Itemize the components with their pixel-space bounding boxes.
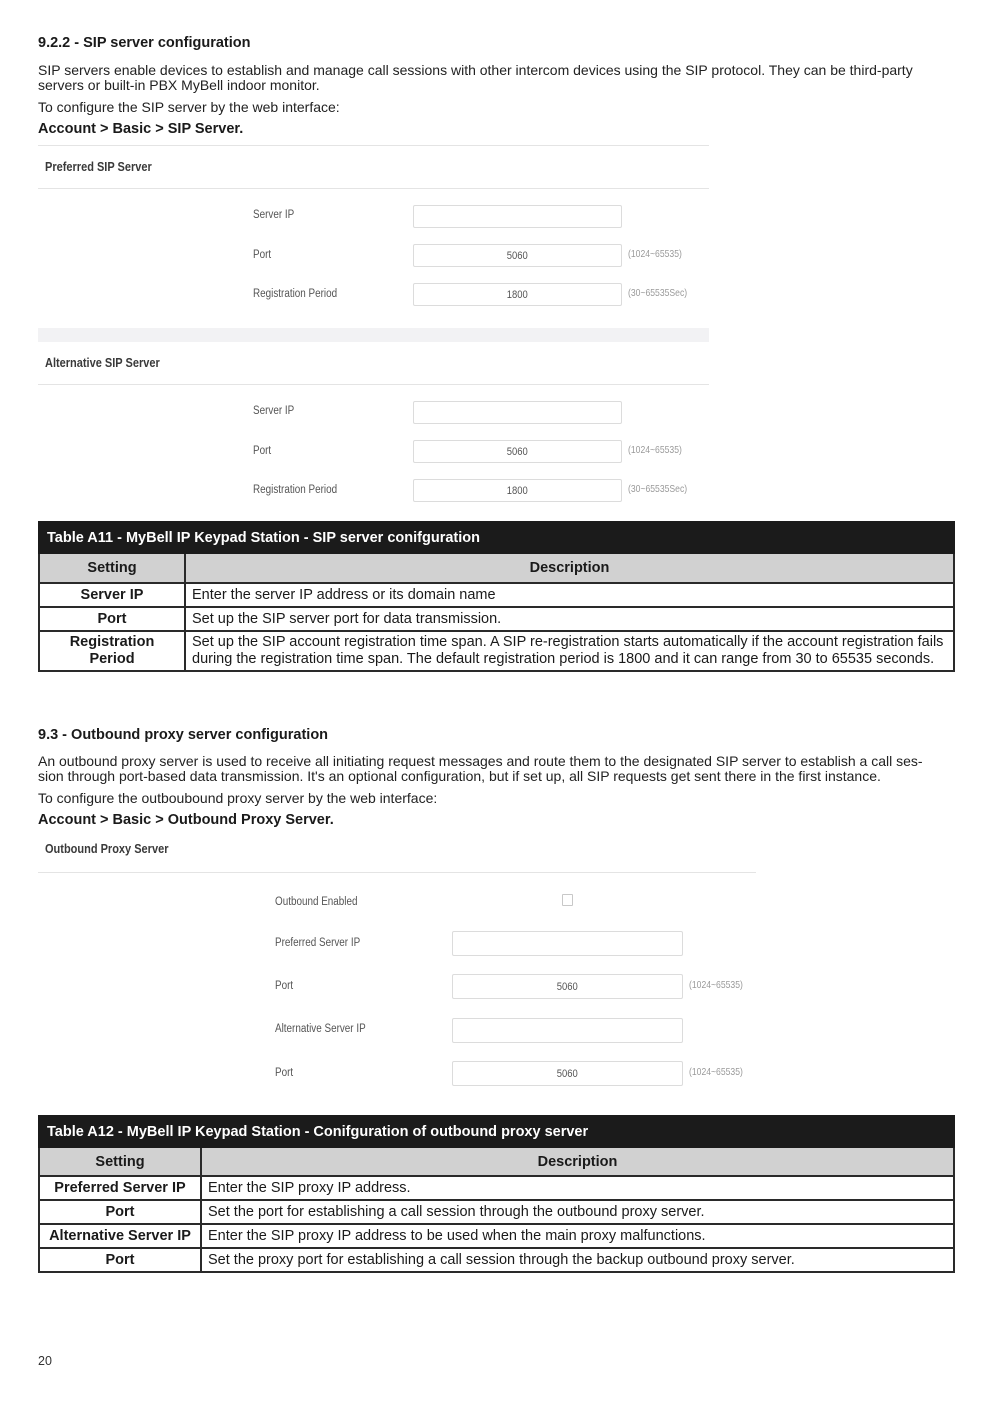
sip-menu-path: Account > Basic > SIP Server. xyxy=(38,121,244,137)
preferred-proxy-ip-label: Preferred Server IP xyxy=(275,937,361,949)
setting-cell-line-1: Registration xyxy=(69,634,155,650)
setting-cell: Port xyxy=(39,607,185,631)
section-heading-outbound-proxy: 9.3 - Outbound proxy server configuration xyxy=(38,727,329,743)
proxy-port-1-label: Port xyxy=(275,980,294,992)
alternative-title-divider xyxy=(38,384,709,385)
table-a11-header-setting: Setting xyxy=(39,553,185,583)
alternative-registration-period-input[interactable]: 1800 xyxy=(413,479,622,502)
proxy-intro-paragraph xyxy=(38,754,968,784)
proxy-port-2-input[interactable]: 5060 xyxy=(452,1061,683,1086)
setting-cell: Preferred Server IP xyxy=(39,1176,201,1200)
proxy-port-2-range-hint: (1024~65535) xyxy=(689,1066,743,1078)
preferred-server-ip-input[interactable] xyxy=(413,205,622,228)
sip-intro-line-2: servers or built-in PBX MyBell indoor monitor. xyxy=(38,77,320,93)
table-a11-caption: Table A11 - MyBell IP Keypad Station - SIP server conifguration xyxy=(39,522,954,553)
alternative-server-ip-label: Server IP xyxy=(253,405,295,417)
description-cell: Set up the SIP server port for data transmission. xyxy=(185,607,954,631)
setting-cell: Server IP xyxy=(39,583,185,607)
preferred-port-label: Port xyxy=(253,249,272,261)
sip-configure-instruction: To configure the SIP server by the web interface: xyxy=(38,99,340,115)
setting-cell: Port xyxy=(39,1248,201,1272)
sip-intro-paragraph xyxy=(38,63,968,93)
alternative-server-ip-input[interactable] xyxy=(413,401,622,424)
sip-intro-line-1: SIP servers enable devices to establish and manage call sessions with other intercom devices using the SIP protocol. They can be third-party xyxy=(38,62,913,78)
proxy-intro-line-2: sion through port-based data transmission. It's an optional configuration, but if set up, all SIP requests get sent there in the first instance. xyxy=(38,768,881,784)
description-cell: Enter the SIP proxy IP address. xyxy=(201,1176,954,1200)
table-a12-header-description: Description xyxy=(201,1147,954,1176)
proxy-port-1-range-hint: (1024~65535) xyxy=(689,979,743,991)
table-row xyxy=(39,1248,954,1272)
preferred-registration-period-input[interactable]: 1800 xyxy=(413,283,622,306)
table-a11-sip-server xyxy=(38,521,955,672)
description-cell xyxy=(185,631,954,671)
description-cell-line-1: Set up the SIP account registration time span. A SIP re-registration starts automatically if the account registration fails xyxy=(192,634,944,650)
section-heading-sip-server: 9.2.2 - SIP server configuration xyxy=(38,35,251,51)
outbound-enabled-checkbox[interactable] xyxy=(562,894,573,906)
table-row xyxy=(39,1200,954,1224)
proxy-configure-instruction: To configure the outboubound proxy server by the web interface: xyxy=(38,790,438,806)
alternative-proxy-ip-input[interactable] xyxy=(452,1018,683,1043)
preferred-port-input[interactable]: 5060 xyxy=(413,244,622,267)
alternative-port-input[interactable]: 5060 xyxy=(413,440,622,463)
alternative-port-label: Port xyxy=(253,445,272,457)
page-number: 20 xyxy=(38,1354,52,1368)
panel-top-divider xyxy=(38,145,709,146)
setting-cell: Port xyxy=(39,1200,201,1224)
preferred-title-divider xyxy=(38,188,709,189)
preferred-registration-period-label: Registration Period xyxy=(253,288,338,300)
table-a12-header-setting: Setting xyxy=(39,1147,201,1176)
preferred-registration-range-hint: (30~65535Sec) xyxy=(628,287,688,299)
alternative-sip-server-title: Alternative SIP Server xyxy=(45,356,160,370)
description-cell: Enter the SIP proxy IP address to be used when the main proxy malfunctions. xyxy=(201,1224,954,1248)
table-a12-outbound-proxy xyxy=(38,1115,955,1273)
alternative-registration-period-label: Registration Period xyxy=(253,484,338,496)
table-row xyxy=(39,583,954,607)
preferred-sip-server-title: Preferred SIP Server xyxy=(45,160,152,174)
alternative-proxy-ip-label: Alternative Server IP xyxy=(275,1023,366,1035)
proxy-menu-path: Account > Basic > Outbound Proxy Server. xyxy=(38,812,334,828)
proxy-intro-line-1: An outbound proxy server is used to receive all initiating request messages and route them to the designated SIP server to establish a call ses- xyxy=(38,753,923,769)
description-cell-line-2: during the registration time span. The default registration period is 1800 and it can range from 30 to 65535 seconds. xyxy=(192,651,935,667)
description-cell: Set the proxy port for establishing a call session through the backup outbound proxy server. xyxy=(201,1248,954,1272)
table-row xyxy=(39,1176,954,1200)
preferred-port-range-hint: (1024~65535) xyxy=(628,248,682,260)
preferred-server-ip-label: Server IP xyxy=(253,209,295,221)
alternative-port-range-hint: (1024~65535) xyxy=(628,444,682,456)
table-a12-caption: Table A12 - MyBell IP Keypad Station - Conifguration of outbound proxy server xyxy=(39,1116,954,1147)
outbound-proxy-server-title: Outbound Proxy Server xyxy=(45,842,169,856)
outbound-enabled-label: Outbound Enabled xyxy=(275,896,358,908)
description-cell: Set the port for establishing a call session through the outbound proxy server. xyxy=(201,1200,954,1224)
setting-cell-line-2: Period xyxy=(89,651,135,667)
panel-separator-bar xyxy=(38,328,709,342)
description-cell: Enter the server IP address or its domain name xyxy=(185,583,954,607)
setting-cell: Alternative Server IP xyxy=(39,1224,201,1248)
proxy-port-1-input[interactable]: 5060 xyxy=(452,974,683,999)
table-row xyxy=(39,631,954,671)
proxy-port-2-label: Port xyxy=(275,1067,294,1079)
table-row xyxy=(39,1224,954,1248)
table-a11-header-description: Description xyxy=(185,553,954,583)
table-row xyxy=(39,607,954,631)
preferred-proxy-ip-input[interactable] xyxy=(452,931,683,956)
setting-cell xyxy=(39,631,185,671)
outbound-title-divider xyxy=(38,872,756,873)
alternative-registration-range-hint: (30~65535Sec) xyxy=(628,483,688,495)
